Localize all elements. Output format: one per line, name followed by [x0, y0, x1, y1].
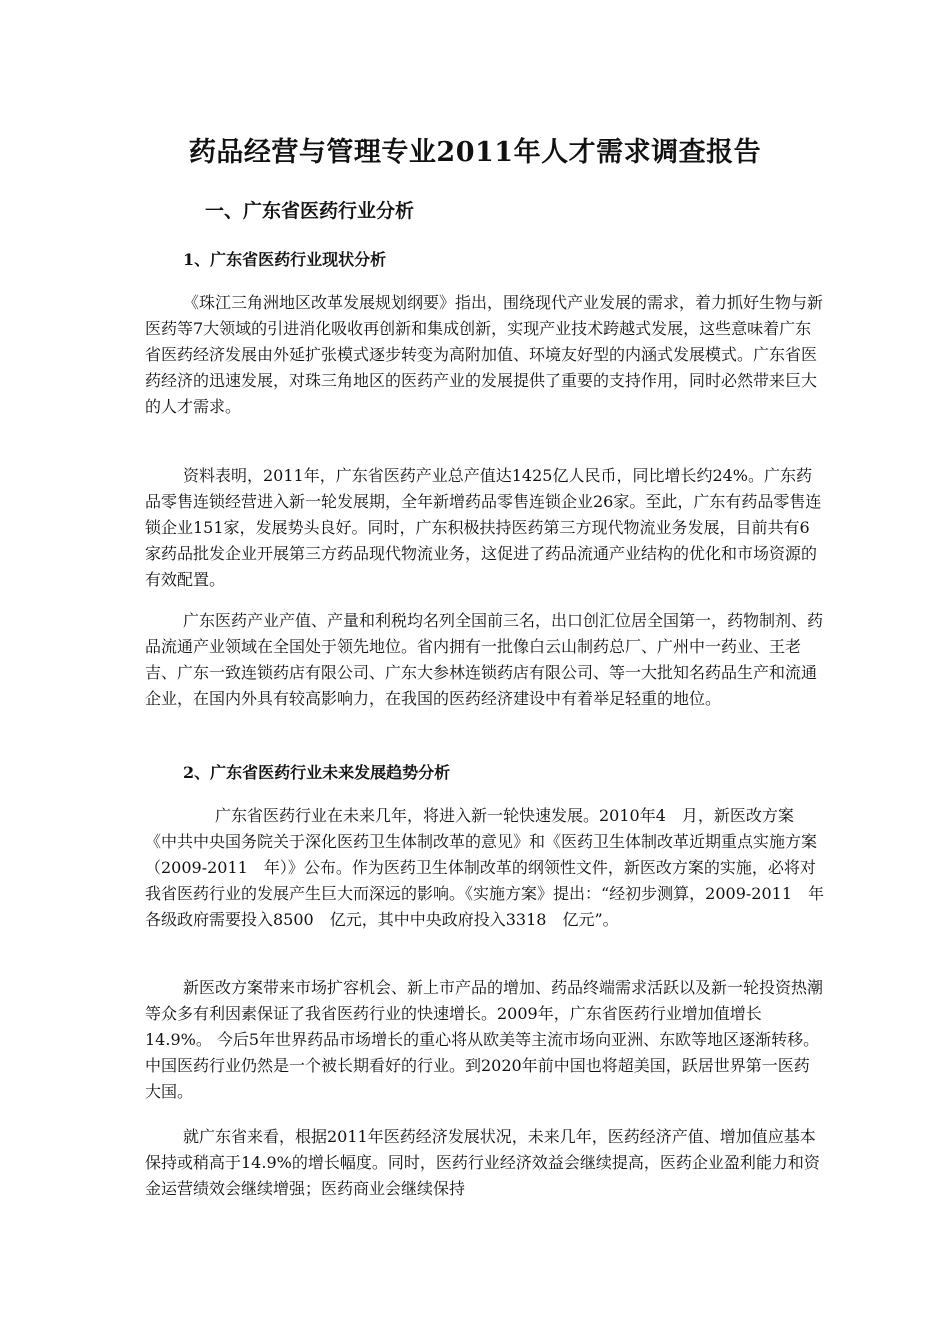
document-title: 药品经营与管理专业2011年人才需求调查报告 — [188, 137, 762, 168]
subsection-heading-future-trend: 2、广东省医药行业未来发展趋势分析 — [183, 763, 451, 782]
paragraph-trend-1: 广东省医药行业在未来几年，将进入新一轮快速发展。2010年4 月，新医改方案《中共中央国务院关于深化医药卫生体制改革的意见》和《医药卫生体制改革近期重点实施方案（2009-2011 年）》公布。作为医药卫生体制改革的纲领性文件，新医改方案的实施，必将对我省医药行业的发展产生巨大而深远的影响。《实施方案》提出：“经初步测算，2009-2011 年各级政府需要投入8500 亿元，其中中央政府投入3318 亿元”。 — [145, 806, 825, 929]
subsection-heading-current-status: 1、广东省医药行业现状分析 — [183, 250, 387, 269]
paragraph-status-1: 《珠江三角洲地区改革发展规划纲要》指出，围绕现代产业发展的需求，着力抓好生物与新医药等7大领域的引进消化吸收再创新和集成创新，实现产业技术跨越式发展，这些意味着广东省医药经济发展由外延扩张模式逐步转变为高附加值、环境友好型的内涵式发展模式。广东省医药经济的迅速发展，对珠三角地区的医药产业的发展提供了重要的支持作用，同时必然带来巨大的人才需求。 — [145, 293, 824, 416]
paragraph-status-3: 广东医药产业产值、产量和利税均名列全国前三名，出口创汇位居全国第一，药物制剂、药品流通产业领域在全国处于领先地位。省内拥有一批像白云山制药总厂、广州中一药业、王老吉、广东一致连锁药店有限公司、广东大参林连锁药店有限公司、等一大批知名药品生产和流通企业，在国内外具有较高影响力，在我国的医药经济建设中有着举足轻重的地位。 — [145, 611, 824, 708]
paragraph-status-2: 资料表明，2011年，广东省医药产业总产值达1425亿人民币，同比增长约24%。广东药品零售连锁经营进入新一轮发展期，全年新增药品零售连锁企业26家。至此，广东有药品零售连锁企业151家，发展势头良好。同时，广东积极扶持医药第三方现代物流业务发展，目前共有6家药品批发企业开展第三方药品现代物流业务，这促进了药品流通产业结构的优化和市场资源的有效配置。 — [145, 466, 822, 589]
section-heading-guangdong-industry: 一、广东省医药行业分析 — [205, 200, 415, 222]
paragraph-trend-3: 就广东省来看，根据2011年医药经济发展状况，未来几年，医药经济产值、增加值应基本保持或稍高于14.9%的增长幅度。同时，医药行业经济效益会继续提高，医药企业盈利能力和资金运营绩效会继续增强；医药商业会继续保持 — [145, 1127, 820, 1198]
paragraph-trend-2: 新医改方案带来市场扩容机会、新上市产品的增加、药品终端需求活跃以及新一轮投资热潮等众多有利因素保证了我省医药行业的快速增长。2009年，广东省医药行业增加值增长14.9%。 今后5年世界药品市场增长的重心将从欧美等主流市场向亚洲、东欧等地区逐渐转移。中国医药行业仍然是一个被长期看好的行业。到2020年前中国也将超美国，跃居世界第一医药大国。 — [145, 978, 824, 1101]
